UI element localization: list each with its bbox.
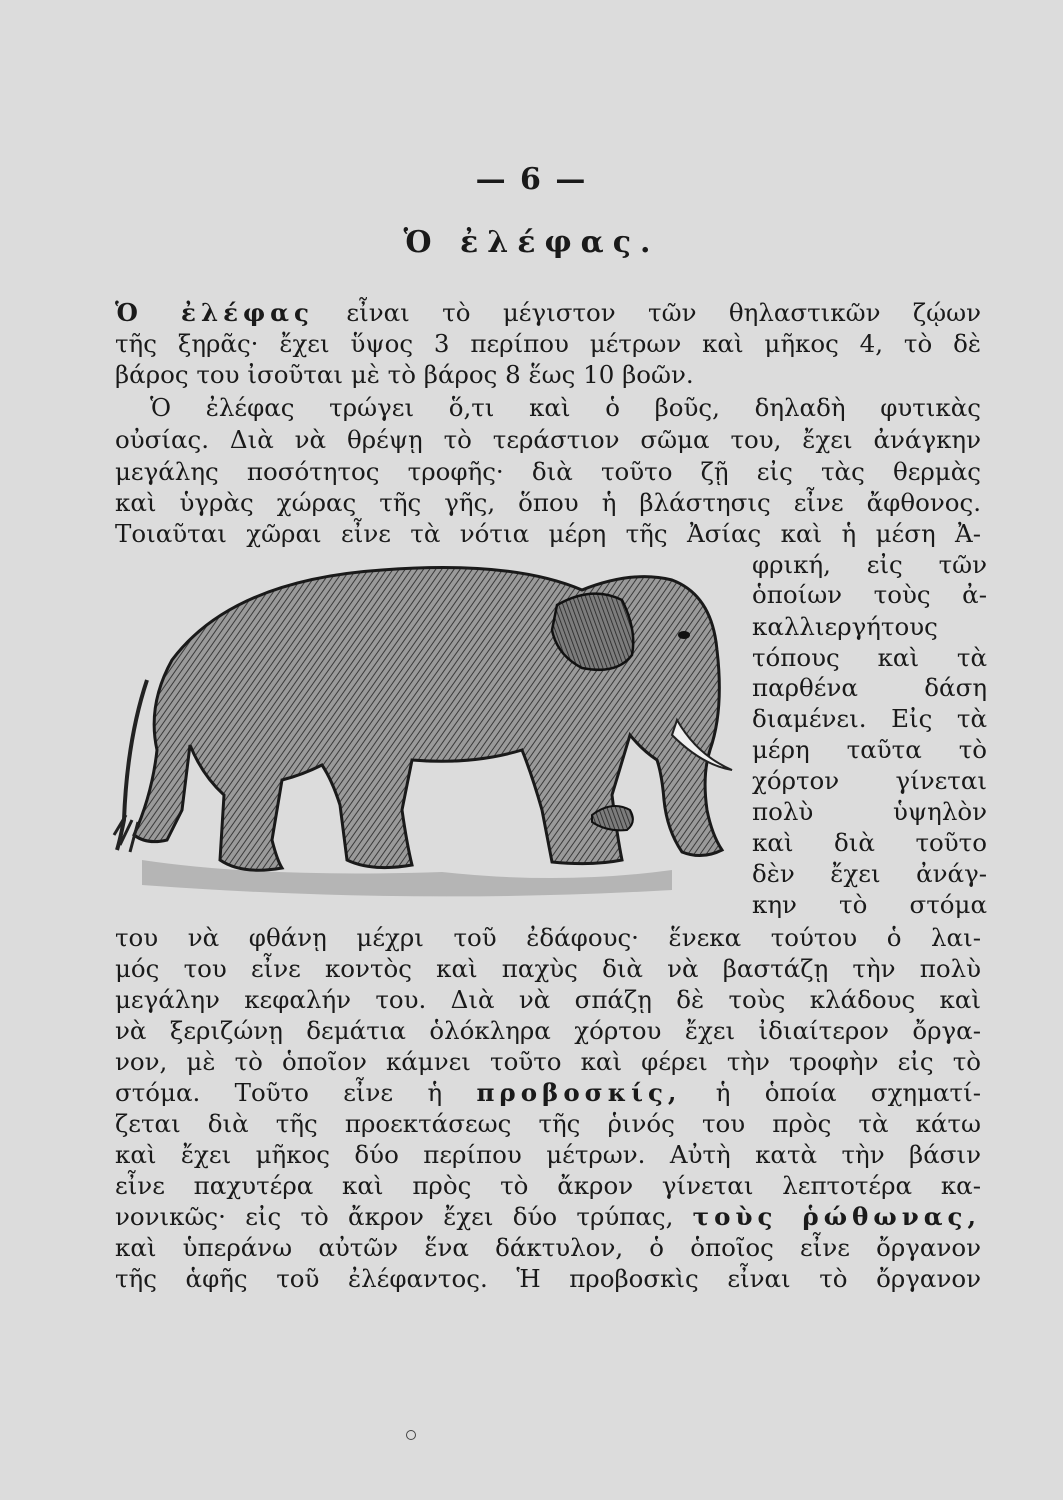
text-line-8: Τοιαῦται χῶραι εἶνε τὰ νότια μέρη τῆς Ἀσίας καὶ ἡ μέση Ἀ- [115, 519, 981, 548]
bottom-line-7: ζεται διὰ τῆς προεκτάσεως τῆς ῥινός του πρὸς τὰ κάτω [115, 1109, 981, 1138]
bottom-line-10: νονικῶς· εἰς τὸ ἄκρον ἔχει δύο τρύπας, τοὺς ῥώθωνας, [115, 1202, 982, 1231]
side-line-8: χόρτον γίνεται [752, 766, 987, 795]
page-dot [406, 1430, 416, 1440]
side-line-3: καλλιεργήτους [752, 612, 938, 641]
side-line-9: πολὺ ὑψηλὸν [752, 797, 987, 826]
side-line-11: δὲν ἔχει ἀνάγ- [752, 859, 987, 888]
side-line-10: καὶ διὰ τοῦτο [752, 828, 987, 857]
side-line-1: φρική, εἰς τῶν [752, 550, 987, 579]
text-line-3: βάρος του ἰσοῦται μὲ τὸ βάρος 8 ἕως 10 βοῶν. [115, 360, 694, 389]
bottom-line-9: εἶνε παχυτέρα καὶ πρὸς τὸ ἄκρον γίνεται λεπτοτέρα κα- [115, 1171, 981, 1200]
text-line-7: καὶ ὑγρὰς χώρας τῆς γῆς, ὅπου ἡ βλάστησις εἶνε ἄφθονος. [115, 488, 981, 517]
bottom-line-8: καὶ ἔχει μῆκος δύο περίπου μέτρων. Αὐτὴ κατὰ τὴν βάσιν [115, 1140, 981, 1169]
elephant-illustration [112, 560, 748, 905]
text-line-5: οὐσίας. Διὰ νὰ θρέψῃ τὸ τεράστιον σῶμα του, ἔχει ἀνάγκην [115, 425, 981, 454]
bottom-line-6: στόμα. Τοῦτο εἶνε ἡ προβοσκίς, ἡ ὁποία σχηματί- [115, 1078, 981, 1107]
term-proboscis: προβοσκίς, [476, 1078, 682, 1107]
bottom-line-11: καὶ ὑπεράνω αὐτῶν ἕνα δάκτυλον, ὁ ὁποῖος εἶνε ὄργανον [115, 1233, 981, 1262]
bottom-line-3: μεγάλην κεφαλήν του. Διὰ νὰ σπάζῃ δὲ τοὺς κλάδους καὶ [115, 985, 981, 1014]
side-line-2: ὁποίων τοὺς ἀ- [752, 580, 987, 609]
side-line-5: παρθένα δάση [752, 673, 987, 702]
text-line-1: Ὁ ἐλέφας εἶναι τὸ μέγιστον τῶν θηλαστικῶν ζῴων [115, 298, 982, 327]
page-title: Ὁ ἐλέφας. [403, 225, 660, 260]
bottom-line-2: μός του εἶνε κοντὸς καὶ παχὺς διὰ νὰ βαστάζῃ τὴν πολὺ [115, 954, 981, 983]
text-line-4: Ὁ ἐλέφας τρώγει ὅ,τι καὶ ὁ βοῦς, δηλαδὴ φυτικὰς [150, 393, 981, 422]
bottom-line-5: νον, μὲ τὸ ὁποῖον κάμνει τοῦτο καὶ φέρει τὴν τροφὴν εἰς τὸ [115, 1047, 981, 1076]
side-line-7: μέρη ταῦτα τὸ [752, 735, 987, 764]
page-number: — 6 — [475, 162, 588, 197]
bottom-line-1: του νὰ φθάνῃ μέχρι τοῦ ἐδάφους· ἕνεκα τούτου ὁ λαι- [115, 923, 981, 952]
text-line-2: τῆς ξηρᾶς· ἔχει ὕψος 3 περίπου μέτρων καὶ μῆκος 4, τὸ δὲ [115, 329, 981, 358]
side-line-6: διαμένει. Εἰς τὰ [752, 704, 987, 733]
bottom-line-4: νὰ ξεριζώνῃ δεμάτια ὁλόκληρα χόρτου ἔχει ἰδιαίτερον ὄργα- [115, 1016, 981, 1045]
bottom-line-12: τῆς ἁφῆς τοῦ ἐλέφαντος. Ἡ προβοσκὶς εἶναι τὸ ὄργανον [115, 1264, 981, 1293]
side-line-12: κην τὸ στόμα [752, 890, 987, 919]
first-word: Ὁ ἐλέφας [115, 298, 314, 327]
text-line-6: μεγάλης ποσότητος τροφῆς· διὰ τοῦτο ζῇ εἰς τὰς θερμὰς [115, 457, 981, 486]
term-nostrils: τοὺς ῥώθωνας, [692, 1202, 982, 1231]
side-line-4: τόπους καὶ τὰ [752, 643, 987, 672]
